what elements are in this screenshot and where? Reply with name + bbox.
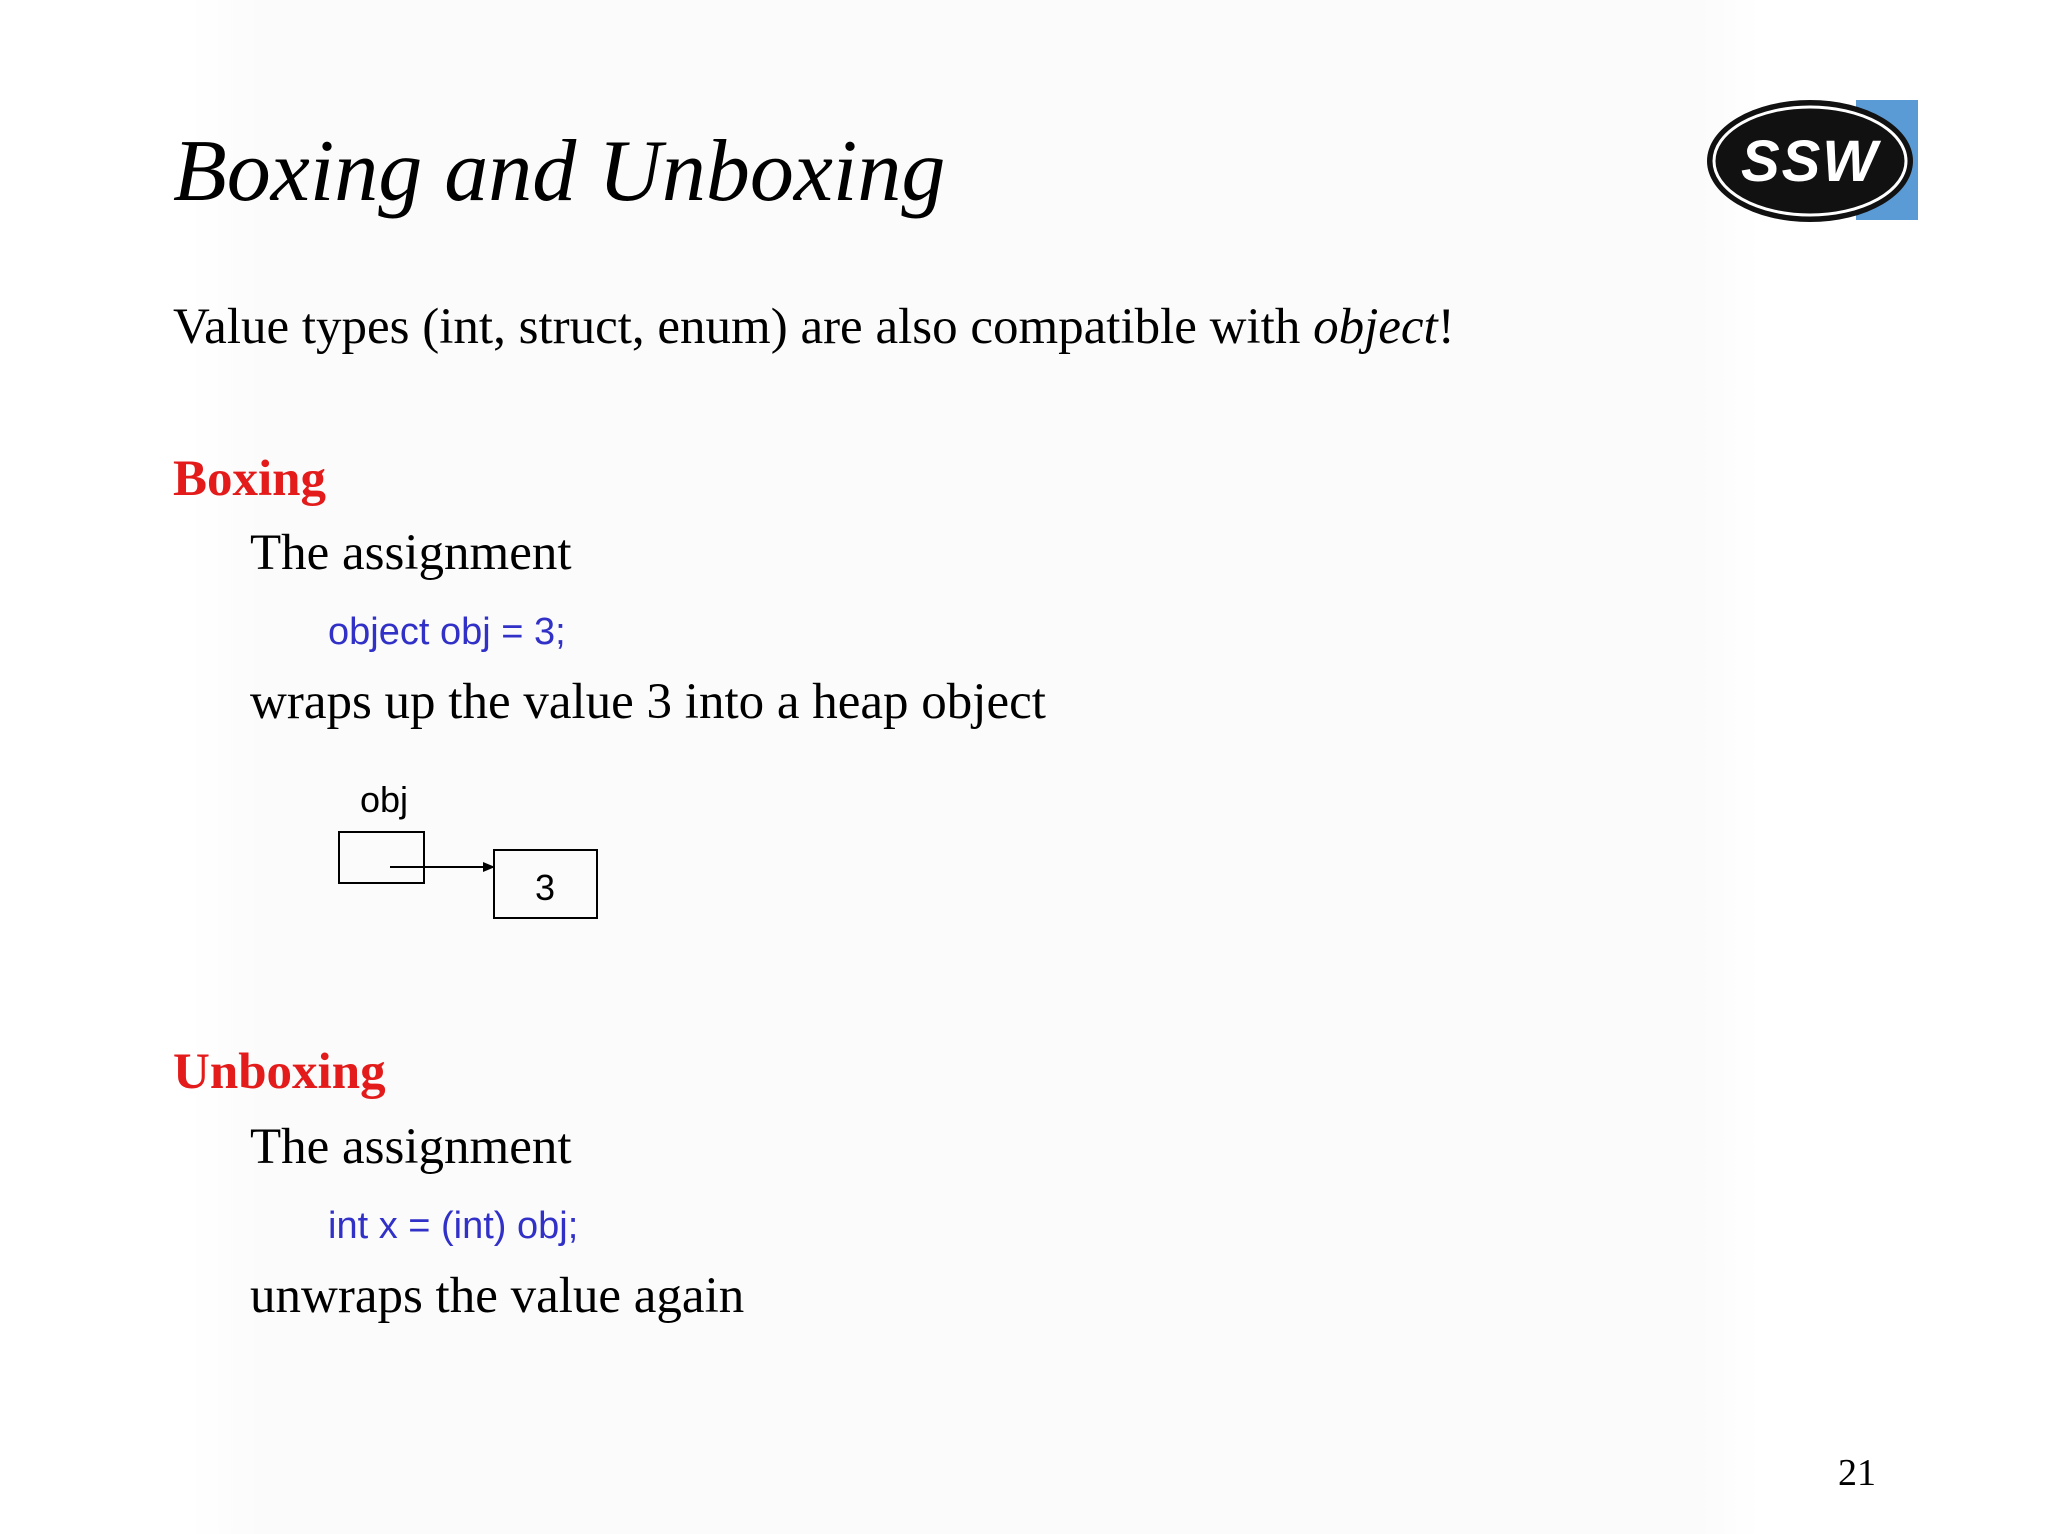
boxing-code: object obj = 3;	[328, 611, 566, 653]
variable-box	[339, 832, 424, 883]
logo-text: SSW	[1740, 129, 1880, 194]
boxing-line-2: wraps up the value 3 into a heap object	[250, 674, 1046, 730]
boxing-line-1: The assignment	[250, 525, 572, 581]
heap-object-value: 3	[534, 867, 556, 908]
slide-title: Boxing and Unboxing	[173, 123, 946, 220]
intro-emphasis: object	[1313, 299, 1438, 355]
intro-before: Value types (int, struct, enum) are also compatible with	[173, 299, 1314, 355]
diagram-variable-label: obj	[360, 779, 409, 820]
unboxing-heading: Unboxing	[173, 1044, 386, 1100]
page-number: 21	[1838, 1452, 1876, 1494]
intro-text	[173, 299, 1455, 355]
intro-after: !	[1437, 299, 1455, 355]
unboxing-code: int x = (int) obj;	[328, 1205, 579, 1247]
unboxing-line-1: The assignment	[250, 1119, 572, 1175]
boxing-heading: Boxing	[173, 451, 327, 507]
ssw-logo-icon	[1706, 98, 1918, 222]
boxing-diagram	[330, 775, 610, 935]
unboxing-line-2: unwraps the value again	[250, 1268, 745, 1324]
